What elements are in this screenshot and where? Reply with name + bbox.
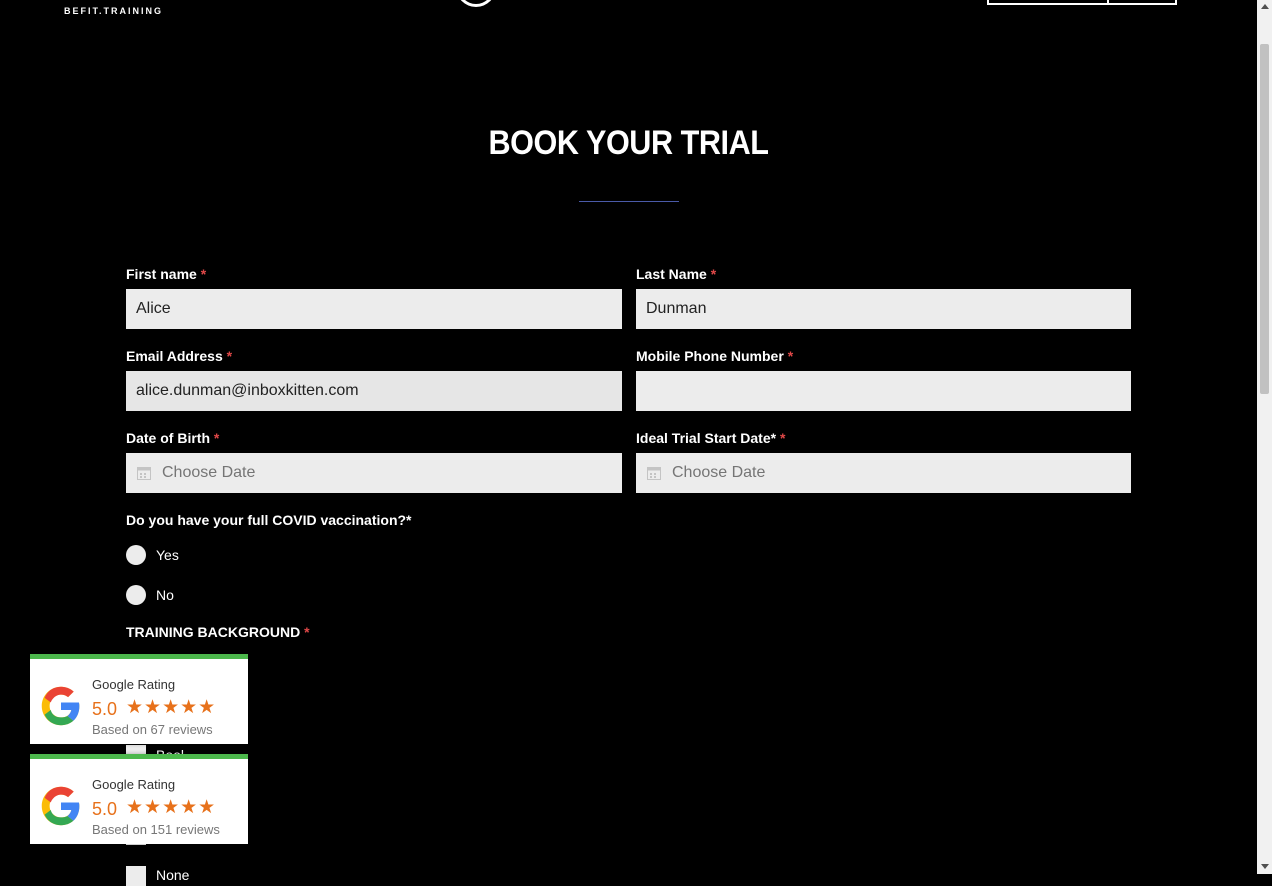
first-name-field[interactable]: [126, 289, 622, 329]
covid-question-label: Do you have your full COVID vaccination?*: [126, 512, 412, 528]
trial-start-label: Ideal Trial Start Date* *: [636, 430, 786, 446]
mobile-phone-field[interactable]: [636, 371, 1131, 411]
scroll-down-arrow-icon[interactable]: [1261, 864, 1269, 869]
training-option-label[interactable]: None: [156, 867, 190, 883]
scrollbar-thumb[interactable]: [1260, 44, 1269, 394]
required-mark: *: [710, 266, 717, 282]
first-name-label: First name *: [126, 266, 207, 282]
required-mark: *: [213, 430, 220, 446]
google-logo-icon: [40, 785, 82, 827]
calendar-icon: [137, 466, 151, 480]
last-name-field[interactable]: [636, 289, 1131, 329]
mobile-label: Mobile Phone Number *: [636, 348, 794, 364]
required-mark: *: [787, 348, 794, 364]
google-rating-widget[interactable]: [30, 654, 248, 744]
scroll-up-arrow-icon[interactable]: [1261, 4, 1269, 9]
email-label: Email Address *: [126, 348, 233, 364]
nav-button-2[interactable]: [1107, 0, 1177, 5]
last-name-label: Last Name *: [636, 266, 717, 282]
training-option-checkbox[interactable]: [126, 866, 146, 886]
rating-review-count: Based on 67 reviews: [92, 722, 213, 737]
required-mark: *: [200, 266, 207, 282]
required-mark: *: [304, 624, 310, 640]
rating-stars-icon: ★★★★★: [126, 697, 217, 718]
rating-stars-icon: ★★★★★: [126, 797, 217, 818]
rating-title: Google Rating: [92, 777, 176, 792]
google-rating-widget[interactable]: [30, 754, 248, 844]
trial-start-date-field[interactable]: [636, 453, 1131, 493]
required-mark: *: [779, 430, 786, 446]
dob-date-field[interactable]: [126, 453, 622, 493]
rating-score: 5.0: [92, 799, 118, 819]
rating-score: 5.0: [92, 699, 118, 719]
nav-button-1[interactable]: [987, 0, 1109, 5]
email-field[interactable]: [126, 371, 622, 411]
logo-mark[interactable]: [456, 0, 496, 7]
google-logo-icon: [40, 685, 82, 727]
covid-yes-radio[interactable]: [126, 545, 146, 565]
covid-no-radio[interactable]: [126, 585, 146, 605]
covid-no-label[interactable]: No: [156, 587, 174, 603]
rating-title: Google Rating: [92, 677, 176, 692]
training-background-label: TRAINING BACKGROUND *: [126, 624, 310, 640]
rating-review-count: Based on 151 reviews: [92, 822, 220, 837]
brand-logo-text[interactable]: BEFIT.TRAINING: [64, 6, 163, 16]
title-divider: [579, 201, 679, 202]
required-mark: *: [226, 348, 233, 364]
dob-label: Date of Birth *: [126, 430, 220, 446]
calendar-icon: [647, 466, 661, 480]
page-title: BOOK YOUR TRIAL: [488, 124, 769, 162]
covid-yes-label[interactable]: Yes: [156, 547, 179, 563]
